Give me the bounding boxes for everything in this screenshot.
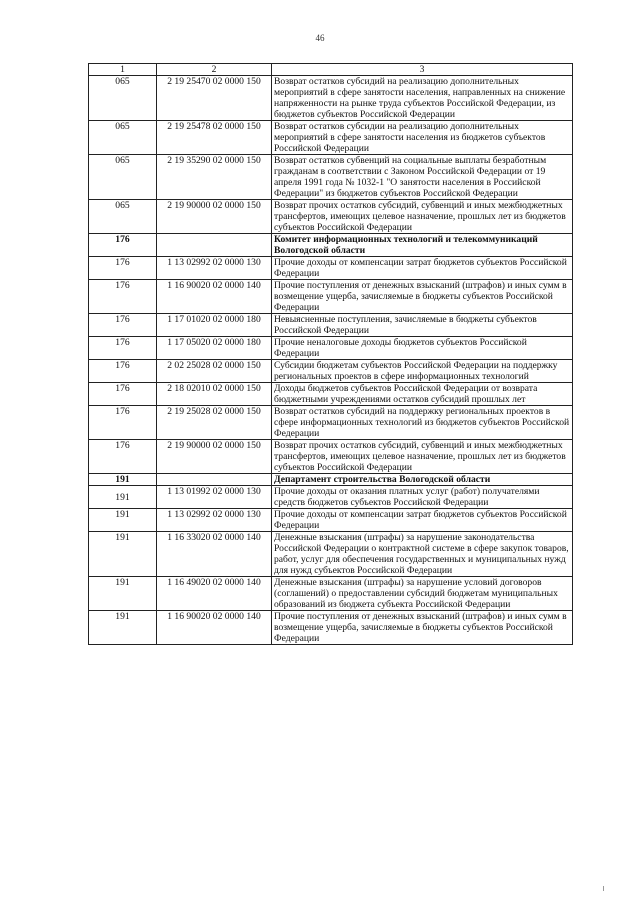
table-row xyxy=(89,509,573,532)
admin-code-cell: 176 xyxy=(89,234,157,257)
description-cell: Прочие неналоговые доходы бюджетов субъектов Российской Федерации xyxy=(272,337,573,360)
description-cell: Возврат остатков субсидий на реализацию дополнительных мероприятий в сфере занятости населения, направленных на снижение напряженности на рынке труда субъектов Российской Федерации, из бюджетов субъектов Российской Федерации xyxy=(272,76,573,121)
description-cell: Денежные взыскания (штрафы) за нарушение условий договоров (соглашений) о предоставлении субсидий бюджетам муниципальных образований из бюджета субъекта Российской Федерации xyxy=(272,577,573,611)
budget-code-cell: 1 13 02992 02 0000 130 xyxy=(157,257,272,280)
budget-code-cell: 2 02 25028 02 0000 150 xyxy=(157,360,272,383)
admin-code-cell: 191 xyxy=(89,486,157,509)
budget-code-cell: 2 19 25470 02 0000 150 xyxy=(157,76,272,121)
description-cell: Денежные взыскания (штрафы) за нарушение законодательства Российской Федерации о контрактной системе в сфере закупок товаров, работ, услуг для обеспечения государственных и муниципальных нужд для нужд субъектов Российской Федерации xyxy=(272,532,573,577)
budget-code-cell: 2 19 90000 02 0000 150 xyxy=(157,200,272,234)
admin-code-cell: 191 xyxy=(89,474,157,486)
table-row xyxy=(89,257,573,280)
table-row xyxy=(89,280,573,314)
admin-code-cell: 176 xyxy=(89,440,157,474)
budget-code-cell: 2 19 35290 02 0000 150 xyxy=(157,155,272,200)
admin-code-cell: 191 xyxy=(89,577,157,611)
page-number: 46 xyxy=(315,33,325,43)
admin-code-cell: 191 xyxy=(89,532,157,577)
budget-code-cell xyxy=(157,474,272,486)
budget-code-cell: 2 19 90000 02 0000 150 xyxy=(157,440,272,474)
budget-code-cell: 1 13 02992 02 0000 130 xyxy=(157,509,272,532)
table-row xyxy=(89,314,573,337)
budget-codes-table xyxy=(88,63,573,645)
description-cell: Прочие доходы от компенсации затрат бюджетов субъектов Российской Федерации xyxy=(272,509,573,532)
admin-code-cell: 065 xyxy=(89,76,157,121)
table-row xyxy=(89,155,573,200)
description-cell: Прочие поступления от денежных взысканий (штрафов) и иных сумм в возмещение ущерба, зачисляемые в бюджеты субъектов Российской Федерации xyxy=(272,280,573,314)
table-body xyxy=(89,76,573,645)
table-row xyxy=(89,440,573,474)
description-cell: Прочие поступления от денежных взысканий (штрафов) и иных сумм в возмещение ущерба, зачисляемые в бюджеты субъектов Российской Федерации xyxy=(272,611,573,645)
budget-code-cell: 1 16 33020 02 0000 140 xyxy=(157,532,272,577)
table-row xyxy=(89,200,573,234)
budget-code-cell: 1 13 01992 02 0000 130 xyxy=(157,486,272,509)
description-cell: Невыясненные поступления, зачисляемые в бюджеты субъектов Российской Федерации xyxy=(272,314,573,337)
table-row xyxy=(89,360,573,383)
admin-code-cell: 191 xyxy=(89,509,157,532)
budget-code-cell: 2 19 25028 02 0000 150 xyxy=(157,406,272,440)
budget-code-cell: 2 18 02010 02 0000 150 xyxy=(157,383,272,406)
table-header-row xyxy=(89,64,573,76)
table-row xyxy=(89,383,573,406)
description-cell: Субсидии бюджетам субъектов Российской Федерации на поддержку региональных проектов в сфере информационных технологий xyxy=(272,360,573,383)
column-header-1: 1 xyxy=(89,64,157,76)
admin-code-cell: 176 xyxy=(89,337,157,360)
section-heading-row xyxy=(89,234,573,257)
admin-code-cell: 176 xyxy=(89,257,157,280)
description-cell: Доходы бюджетов субъектов Российской Федерации от возврата бюджетными учреждениями остатков субсидий прошлых лет xyxy=(272,383,573,406)
column-header-3: 3 xyxy=(272,64,573,76)
table-row xyxy=(89,76,573,121)
budget-code-cell: 2 19 25478 02 0000 150 xyxy=(157,121,272,155)
table-row xyxy=(89,532,573,577)
admin-code-cell: 065 xyxy=(89,121,157,155)
budget-code-cell: 1 16 90020 02 0000 140 xyxy=(157,611,272,645)
scan-mark xyxy=(603,886,604,891)
table-row xyxy=(89,337,573,360)
description-cell: Прочие доходы от компенсации затрат бюджетов субъектов Российской Федерации xyxy=(272,257,573,280)
admin-code-cell: 176 xyxy=(89,314,157,337)
admin-code-cell: 176 xyxy=(89,360,157,383)
table-row xyxy=(89,577,573,611)
budget-code-cell: 1 17 05020 02 0000 180 xyxy=(157,337,272,360)
budget-code-cell: 1 17 01020 02 0000 180 xyxy=(157,314,272,337)
section-heading-cell: Комитет информационных технологий и телекоммуникаций Вологодской области xyxy=(272,234,573,257)
admin-code-cell: 065 xyxy=(89,155,157,200)
budget-code-cell: 1 16 90020 02 0000 140 xyxy=(157,280,272,314)
description-cell: Возврат прочих остатков субсидий, субвенций и иных межбюджетных трансфертов, имеющих целевое назначение, прошлых лет из бюджетов субъектов Российской Федерации xyxy=(272,200,573,234)
budget-code-cell: 1 16 49020 02 0000 140 xyxy=(157,577,272,611)
admin-code-cell: 176 xyxy=(89,406,157,440)
description-cell: Прочие доходы от оказания платных услуг (работ) получателями средств бюджетов субъектов Российской Федерации xyxy=(272,486,573,509)
description-cell: Возврат остатков субсидий на поддержку региональных проектов в сфере информационных технологий из бюджетов субъектов Российской Федерации xyxy=(272,406,573,440)
section-heading-cell: Департамент строительства Вологодской области xyxy=(272,474,573,486)
description-cell: Возврат остатков субсидии на реализацию дополнительных мероприятий в сфере занятости населения из бюджетов субъектов Российской Федерации xyxy=(272,121,573,155)
description-cell: Возврат остатков субвенций на социальные выплаты безработным гражданам в соответствии с Законом Российской Федерации от 19 апреля 1991 года № 1032-1 "О занятости населения в Российской Федерации" из бюджетов субъектов Российской Федерации xyxy=(272,155,573,200)
admin-code-cell: 176 xyxy=(89,280,157,314)
table-row xyxy=(89,406,573,440)
admin-code-cell: 191 xyxy=(89,611,157,645)
admin-code-cell: 065 xyxy=(89,200,157,234)
column-header-2: 2 xyxy=(157,64,272,76)
table-row xyxy=(89,486,573,509)
table-row xyxy=(89,611,573,645)
admin-code-cell: 176 xyxy=(89,383,157,406)
section-heading-row xyxy=(89,474,573,486)
description-cell: Возврат прочих остатков субсидий, субвенций и иных межбюджетных трансфертов, имеющих целевое назначение, прошлых лет из бюджетов субъектов Российской Федерации xyxy=(272,440,573,474)
budget-code-cell xyxy=(157,234,272,257)
table-row xyxy=(89,121,573,155)
